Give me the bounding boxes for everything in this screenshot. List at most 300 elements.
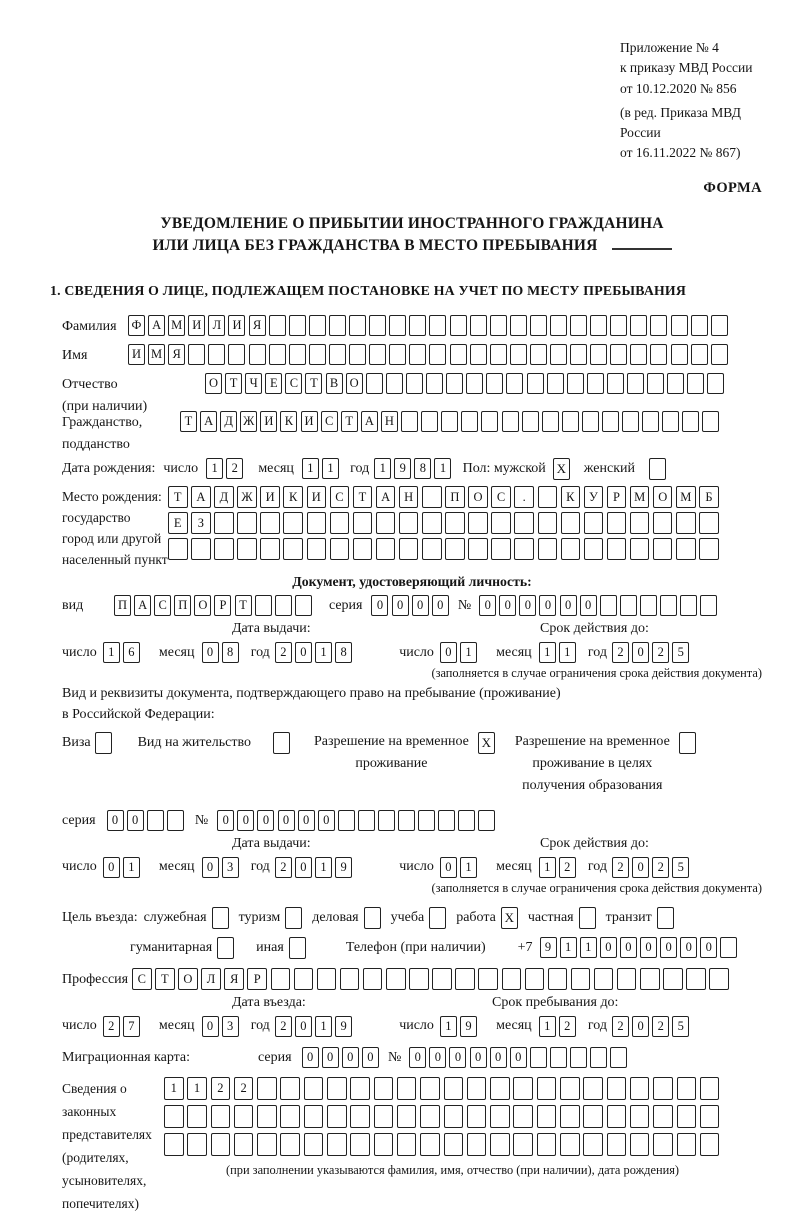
char-cell[interactable] bbox=[164, 1105, 184, 1128]
char-cell[interactable] bbox=[329, 344, 346, 365]
char-cell[interactable] bbox=[363, 968, 383, 990]
char-cell[interactable] bbox=[386, 968, 406, 990]
char-cell[interactable]: Т bbox=[168, 486, 188, 508]
char-cell[interactable]: О bbox=[205, 373, 222, 394]
char-cell[interactable] bbox=[630, 1133, 650, 1156]
char-cell[interactable]: 2 bbox=[652, 1016, 669, 1037]
char-cell[interactable] bbox=[234, 1105, 254, 1128]
char-cell[interactable] bbox=[458, 810, 475, 831]
char-cell[interactable] bbox=[214, 538, 234, 560]
char-cell[interactable]: Я bbox=[224, 968, 244, 990]
char-cell[interactable] bbox=[676, 538, 696, 560]
char-cell[interactable] bbox=[562, 411, 579, 432]
char-cell[interactable]: 2 bbox=[612, 857, 629, 878]
char-cell[interactable]: О bbox=[346, 373, 363, 394]
char-cell[interactable] bbox=[630, 315, 647, 336]
char-cell[interactable] bbox=[330, 512, 350, 534]
char-cell[interactable] bbox=[289, 344, 306, 365]
char-cell[interactable]: О bbox=[468, 486, 488, 508]
char-cell[interactable] bbox=[249, 344, 266, 365]
char-cell[interactable]: 1 bbox=[315, 642, 332, 663]
char-cell[interactable] bbox=[374, 1077, 394, 1100]
char-cell[interactable]: Н bbox=[381, 411, 398, 432]
char-cell[interactable] bbox=[711, 344, 728, 365]
char-cell[interactable] bbox=[590, 1047, 607, 1068]
char-cell[interactable]: 2 bbox=[211, 1077, 231, 1100]
char-cell[interactable]: 2 bbox=[612, 1016, 629, 1037]
char-cell[interactable] bbox=[660, 595, 677, 616]
char-cell[interactable] bbox=[550, 315, 567, 336]
char-cell[interactable]: 1 bbox=[187, 1077, 207, 1100]
char-cell[interactable] bbox=[376, 538, 396, 560]
char-cell[interactable] bbox=[269, 344, 286, 365]
char-cell[interactable]: Т bbox=[235, 595, 252, 616]
char-cell[interactable] bbox=[426, 373, 443, 394]
char-cell[interactable] bbox=[570, 315, 587, 336]
char-cell[interactable] bbox=[327, 1077, 347, 1100]
char-cell[interactable] bbox=[438, 810, 455, 831]
char-cell[interactable] bbox=[374, 1105, 394, 1128]
char-cell[interactable]: 2 bbox=[275, 642, 292, 663]
char-cell[interactable]: 0 bbox=[295, 642, 312, 663]
char-cell[interactable] bbox=[389, 315, 406, 336]
char-cell[interactable]: Л bbox=[208, 315, 225, 336]
char-cell[interactable] bbox=[409, 344, 426, 365]
char-cell[interactable] bbox=[398, 810, 415, 831]
char-cell[interactable] bbox=[583, 1105, 603, 1128]
char-cell[interactable]: М bbox=[148, 344, 165, 365]
char-cell[interactable] bbox=[537, 1105, 557, 1128]
char-cell[interactable]: Ч bbox=[245, 373, 262, 394]
char-cell[interactable]: Е bbox=[168, 512, 188, 534]
char-cell[interactable]: 6 bbox=[123, 642, 140, 663]
char-cell[interactable]: 5 bbox=[672, 857, 689, 878]
char-cell[interactable]: 0 bbox=[632, 1016, 649, 1037]
char-cell[interactable]: 2 bbox=[559, 1016, 576, 1037]
char-cell[interactable] bbox=[662, 411, 679, 432]
char-cell[interactable]: 0 bbox=[700, 937, 717, 958]
char-cell[interactable]: 0 bbox=[412, 595, 429, 616]
char-cell[interactable] bbox=[617, 968, 637, 990]
char-cell[interactable] bbox=[432, 968, 452, 990]
char-cell[interactable] bbox=[470, 344, 487, 365]
char-cell[interactable] bbox=[422, 512, 442, 534]
char-cell[interactable] bbox=[571, 968, 591, 990]
char-cell[interactable] bbox=[490, 1133, 510, 1156]
sex-male-checkbox[interactable]: X bbox=[553, 458, 570, 480]
char-cell[interactable]: 0 bbox=[322, 1047, 339, 1068]
char-cell[interactable] bbox=[304, 1105, 324, 1128]
char-cell[interactable]: Ф bbox=[128, 315, 145, 336]
char-cell[interactable] bbox=[584, 538, 604, 560]
char-cell[interactable] bbox=[420, 1133, 440, 1156]
char-cell[interactable] bbox=[168, 538, 188, 560]
char-cell[interactable] bbox=[409, 315, 426, 336]
char-cell[interactable] bbox=[309, 344, 326, 365]
option-temp-residence-checkbox[interactable]: X bbox=[478, 732, 495, 754]
char-cell[interactable]: 2 bbox=[652, 857, 669, 878]
char-cell[interactable] bbox=[550, 344, 567, 365]
char-cell[interactable] bbox=[481, 411, 498, 432]
char-cell[interactable]: 0 bbox=[202, 642, 219, 663]
char-cell[interactable] bbox=[510, 315, 527, 336]
char-cell[interactable]: 0 bbox=[600, 937, 617, 958]
char-cell[interactable] bbox=[470, 315, 487, 336]
char-cell[interactable]: 8 bbox=[222, 642, 239, 663]
char-cell[interactable]: О bbox=[178, 968, 198, 990]
char-cell[interactable]: 2 bbox=[275, 1016, 292, 1037]
char-cell[interactable] bbox=[620, 595, 637, 616]
char-cell[interactable]: 0 bbox=[298, 810, 315, 831]
char-cell[interactable] bbox=[234, 1133, 254, 1156]
char-cell[interactable]: 0 bbox=[103, 857, 120, 878]
char-cell[interactable]: И bbox=[128, 344, 145, 365]
char-cell[interactable] bbox=[260, 512, 280, 534]
char-cell[interactable]: 0 bbox=[429, 1047, 446, 1068]
char-cell[interactable] bbox=[700, 1133, 720, 1156]
char-cell[interactable] bbox=[514, 512, 534, 534]
char-cell[interactable]: Д bbox=[220, 411, 237, 432]
char-cell[interactable] bbox=[538, 512, 558, 534]
char-cell[interactable]: Я bbox=[249, 315, 266, 336]
char-cell[interactable] bbox=[530, 1047, 547, 1068]
char-cell[interactable]: 0 bbox=[640, 937, 657, 958]
char-cell[interactable]: 2 bbox=[275, 857, 292, 878]
char-cell[interactable] bbox=[691, 344, 708, 365]
char-cell[interactable]: . bbox=[514, 486, 534, 508]
char-cell[interactable] bbox=[671, 315, 688, 336]
char-cell[interactable]: 5 bbox=[672, 1016, 689, 1037]
char-cell[interactable]: 0 bbox=[202, 857, 219, 878]
char-cell[interactable] bbox=[478, 968, 498, 990]
char-cell[interactable] bbox=[289, 315, 306, 336]
char-cell[interactable] bbox=[422, 538, 442, 560]
char-cell[interactable] bbox=[530, 344, 547, 365]
char-cell[interactable] bbox=[167, 810, 184, 831]
char-cell[interactable] bbox=[255, 595, 272, 616]
char-cell[interactable] bbox=[478, 810, 495, 831]
char-cell[interactable] bbox=[513, 1077, 533, 1100]
char-cell[interactable] bbox=[537, 1133, 557, 1156]
char-cell[interactable] bbox=[491, 538, 511, 560]
char-cell[interactable]: 0 bbox=[202, 1016, 219, 1037]
char-cell[interactable]: Р bbox=[214, 595, 231, 616]
char-cell[interactable] bbox=[211, 1105, 231, 1128]
char-cell[interactable] bbox=[510, 344, 527, 365]
char-cell[interactable] bbox=[304, 1077, 324, 1100]
char-cell[interactable] bbox=[327, 1133, 347, 1156]
purpose-other-checkbox[interactable] bbox=[289, 937, 306, 959]
char-cell[interactable] bbox=[530, 315, 547, 336]
char-cell[interactable]: 0 bbox=[107, 810, 124, 831]
char-cell[interactable] bbox=[663, 968, 683, 990]
char-cell[interactable] bbox=[686, 968, 706, 990]
purpose-work-checkbox[interactable]: X bbox=[501, 907, 518, 929]
char-cell[interactable] bbox=[561, 512, 581, 534]
char-cell[interactable]: У bbox=[584, 486, 604, 508]
char-cell[interactable]: М bbox=[630, 486, 650, 508]
char-cell[interactable] bbox=[338, 810, 355, 831]
purpose-business-checkbox[interactable] bbox=[364, 907, 381, 929]
char-cell[interactable] bbox=[610, 315, 627, 336]
char-cell[interactable] bbox=[491, 512, 511, 534]
char-cell[interactable] bbox=[542, 411, 559, 432]
char-cell[interactable] bbox=[397, 1077, 417, 1100]
char-cell[interactable]: Я bbox=[168, 344, 185, 365]
char-cell[interactable] bbox=[640, 595, 657, 616]
option-temp-residence-education-checkbox[interactable] bbox=[679, 732, 696, 754]
char-cell[interactable]: 7 bbox=[123, 1016, 140, 1037]
char-cell[interactable]: 0 bbox=[237, 810, 254, 831]
char-cell[interactable]: Б bbox=[699, 486, 719, 508]
char-cell[interactable] bbox=[590, 315, 607, 336]
char-cell[interactable] bbox=[228, 344, 245, 365]
char-cell[interactable]: И bbox=[301, 411, 318, 432]
char-cell[interactable]: Ж bbox=[237, 486, 257, 508]
char-cell[interactable] bbox=[369, 315, 386, 336]
char-cell[interactable]: 0 bbox=[479, 595, 496, 616]
char-cell[interactable] bbox=[490, 1077, 510, 1100]
char-cell[interactable] bbox=[682, 411, 699, 432]
char-cell[interactable] bbox=[630, 538, 650, 560]
char-cell[interactable] bbox=[349, 315, 366, 336]
char-cell[interactable]: Н bbox=[399, 486, 419, 508]
char-cell[interactable] bbox=[570, 1047, 587, 1068]
char-cell[interactable] bbox=[280, 1133, 300, 1156]
char-cell[interactable] bbox=[467, 1133, 487, 1156]
char-cell[interactable]: 1 bbox=[322, 458, 339, 479]
char-cell[interactable] bbox=[513, 1133, 533, 1156]
char-cell[interactable] bbox=[547, 373, 564, 394]
char-cell[interactable] bbox=[653, 512, 673, 534]
char-cell[interactable] bbox=[486, 373, 503, 394]
char-cell[interactable] bbox=[309, 315, 326, 336]
char-cell[interactable] bbox=[406, 373, 423, 394]
char-cell[interactable] bbox=[350, 1133, 370, 1156]
char-cell[interactable] bbox=[537, 1077, 557, 1100]
char-cell[interactable]: 0 bbox=[620, 937, 637, 958]
char-cell[interactable] bbox=[307, 538, 327, 560]
char-cell[interactable]: О bbox=[194, 595, 211, 616]
char-cell[interactable] bbox=[467, 1105, 487, 1128]
char-cell[interactable] bbox=[522, 411, 539, 432]
char-cell[interactable] bbox=[630, 1077, 650, 1100]
char-cell[interactable]: А bbox=[148, 315, 165, 336]
char-cell[interactable]: 0 bbox=[278, 810, 295, 831]
char-cell[interactable]: С bbox=[154, 595, 171, 616]
char-cell[interactable]: 0 bbox=[490, 1047, 507, 1068]
char-cell[interactable]: 0 bbox=[362, 1047, 379, 1068]
char-cell[interactable] bbox=[650, 344, 667, 365]
char-cell[interactable]: З bbox=[191, 512, 211, 534]
char-cell[interactable] bbox=[490, 1105, 510, 1128]
char-cell[interactable] bbox=[622, 411, 639, 432]
char-cell[interactable]: Л bbox=[201, 968, 221, 990]
char-cell[interactable] bbox=[647, 373, 664, 394]
char-cell[interactable] bbox=[561, 538, 581, 560]
char-cell[interactable] bbox=[349, 344, 366, 365]
char-cell[interactable] bbox=[560, 1077, 580, 1100]
char-cell[interactable]: А bbox=[200, 411, 217, 432]
char-cell[interactable]: 0 bbox=[440, 857, 457, 878]
char-cell[interactable] bbox=[650, 315, 667, 336]
char-cell[interactable]: П bbox=[114, 595, 131, 616]
char-cell[interactable]: П bbox=[174, 595, 191, 616]
char-cell[interactable]: 1 bbox=[539, 1016, 556, 1037]
char-cell[interactable] bbox=[607, 373, 624, 394]
char-cell[interactable] bbox=[378, 810, 395, 831]
char-cell[interactable] bbox=[490, 315, 507, 336]
char-cell[interactable] bbox=[211, 1133, 231, 1156]
char-cell[interactable] bbox=[358, 810, 375, 831]
char-cell[interactable] bbox=[191, 538, 211, 560]
char-cell[interactable] bbox=[397, 1105, 417, 1128]
char-cell[interactable] bbox=[607, 538, 627, 560]
char-cell[interactable] bbox=[455, 968, 475, 990]
char-cell[interactable] bbox=[366, 373, 383, 394]
char-cell[interactable] bbox=[607, 1105, 627, 1128]
char-cell[interactable] bbox=[567, 373, 584, 394]
char-cell[interactable]: 0 bbox=[295, 1016, 312, 1037]
char-cell[interactable]: 0 bbox=[470, 1047, 487, 1068]
char-cell[interactable] bbox=[594, 968, 614, 990]
char-cell[interactable] bbox=[257, 1133, 277, 1156]
char-cell[interactable]: 1 bbox=[302, 458, 319, 479]
char-cell[interactable] bbox=[610, 344, 627, 365]
char-cell[interactable] bbox=[294, 968, 314, 990]
char-cell[interactable] bbox=[260, 538, 280, 560]
sex-female-checkbox[interactable] bbox=[649, 458, 666, 480]
char-cell[interactable]: Р bbox=[607, 486, 627, 508]
char-cell[interactable] bbox=[677, 1077, 697, 1100]
char-cell[interactable]: К bbox=[283, 486, 303, 508]
char-cell[interactable] bbox=[329, 315, 346, 336]
char-cell[interactable] bbox=[640, 968, 660, 990]
char-cell[interactable]: К bbox=[280, 411, 297, 432]
char-cell[interactable]: 0 bbox=[560, 595, 577, 616]
char-cell[interactable] bbox=[389, 344, 406, 365]
char-cell[interactable] bbox=[295, 595, 312, 616]
char-cell[interactable] bbox=[590, 344, 607, 365]
char-cell[interactable] bbox=[525, 968, 545, 990]
char-cell[interactable] bbox=[502, 968, 522, 990]
char-cell[interactable] bbox=[283, 538, 303, 560]
char-cell[interactable]: 0 bbox=[318, 810, 335, 831]
char-cell[interactable]: Т bbox=[353, 486, 373, 508]
char-cell[interactable] bbox=[700, 1105, 720, 1128]
char-cell[interactable] bbox=[269, 315, 286, 336]
char-cell[interactable] bbox=[374, 1133, 394, 1156]
char-cell[interactable]: 0 bbox=[449, 1047, 466, 1068]
char-cell[interactable]: 1 bbox=[440, 1016, 457, 1037]
char-cell[interactable]: А bbox=[361, 411, 378, 432]
char-cell[interactable]: В bbox=[326, 373, 343, 394]
char-cell[interactable] bbox=[399, 512, 419, 534]
char-cell[interactable] bbox=[353, 538, 373, 560]
char-cell[interactable]: 3 bbox=[222, 1016, 239, 1037]
char-cell[interactable] bbox=[653, 1133, 673, 1156]
char-cell[interactable] bbox=[720, 937, 737, 958]
char-cell[interactable]: Е bbox=[265, 373, 282, 394]
char-cell[interactable]: 1 bbox=[580, 937, 597, 958]
char-cell[interactable]: О bbox=[653, 486, 673, 508]
char-cell[interactable] bbox=[610, 1047, 627, 1068]
char-cell[interactable]: С bbox=[285, 373, 302, 394]
char-cell[interactable] bbox=[607, 512, 627, 534]
char-cell[interactable] bbox=[513, 1105, 533, 1128]
char-cell[interactable]: А bbox=[376, 486, 396, 508]
char-cell[interactable] bbox=[420, 1077, 440, 1100]
char-cell[interactable]: Д bbox=[214, 486, 234, 508]
char-cell[interactable] bbox=[687, 373, 704, 394]
char-cell[interactable] bbox=[409, 968, 429, 990]
char-cell[interactable] bbox=[422, 486, 442, 508]
char-cell[interactable] bbox=[538, 538, 558, 560]
char-cell[interactable]: С bbox=[491, 486, 511, 508]
char-cell[interactable] bbox=[711, 315, 728, 336]
char-cell[interactable] bbox=[304, 1133, 324, 1156]
char-cell[interactable] bbox=[446, 373, 463, 394]
char-cell[interactable]: И bbox=[307, 486, 327, 508]
char-cell[interactable] bbox=[401, 411, 418, 432]
char-cell[interactable]: Ж bbox=[240, 411, 257, 432]
char-cell[interactable]: 2 bbox=[103, 1016, 120, 1037]
char-cell[interactable]: С bbox=[321, 411, 338, 432]
char-cell[interactable]: 0 bbox=[519, 595, 536, 616]
char-cell[interactable]: М bbox=[676, 486, 696, 508]
char-cell[interactable] bbox=[187, 1105, 207, 1128]
char-cell[interactable] bbox=[420, 1105, 440, 1128]
char-cell[interactable] bbox=[257, 1105, 277, 1128]
char-cell[interactable] bbox=[677, 1105, 697, 1128]
char-cell[interactable]: 1 bbox=[206, 458, 223, 479]
char-cell[interactable] bbox=[340, 968, 360, 990]
char-cell[interactable] bbox=[707, 373, 724, 394]
char-cell[interactable]: 0 bbox=[499, 595, 516, 616]
char-cell[interactable] bbox=[280, 1105, 300, 1128]
char-cell[interactable]: 0 bbox=[440, 642, 457, 663]
char-cell[interactable]: 2 bbox=[559, 857, 576, 878]
char-cell[interactable]: 0 bbox=[295, 857, 312, 878]
char-cell[interactable]: 0 bbox=[510, 1047, 527, 1068]
char-cell[interactable] bbox=[369, 344, 386, 365]
char-cell[interactable] bbox=[514, 538, 534, 560]
char-cell[interactable] bbox=[445, 538, 465, 560]
char-cell[interactable] bbox=[506, 373, 523, 394]
char-cell[interactable]: 1 bbox=[315, 1016, 332, 1037]
char-cell[interactable] bbox=[548, 968, 568, 990]
char-cell[interactable]: 9 bbox=[335, 1016, 352, 1037]
char-cell[interactable] bbox=[584, 512, 604, 534]
char-cell[interactable] bbox=[399, 538, 419, 560]
char-cell[interactable]: 3 bbox=[222, 857, 239, 878]
char-cell[interactable] bbox=[583, 1077, 603, 1100]
char-cell[interactable]: 1 bbox=[460, 857, 477, 878]
char-cell[interactable] bbox=[307, 512, 327, 534]
char-cell[interactable]: 1 bbox=[560, 937, 577, 958]
char-cell[interactable] bbox=[468, 512, 488, 534]
char-cell[interactable] bbox=[699, 538, 719, 560]
char-cell[interactable] bbox=[709, 968, 729, 990]
char-cell[interactable] bbox=[502, 411, 519, 432]
char-cell[interactable] bbox=[147, 810, 164, 831]
char-cell[interactable] bbox=[421, 411, 438, 432]
char-cell[interactable]: И bbox=[260, 486, 280, 508]
char-cell[interactable] bbox=[327, 1105, 347, 1128]
char-cell[interactable] bbox=[467, 1077, 487, 1100]
char-cell[interactable] bbox=[350, 1105, 370, 1128]
char-cell[interactable]: 1 bbox=[103, 642, 120, 663]
